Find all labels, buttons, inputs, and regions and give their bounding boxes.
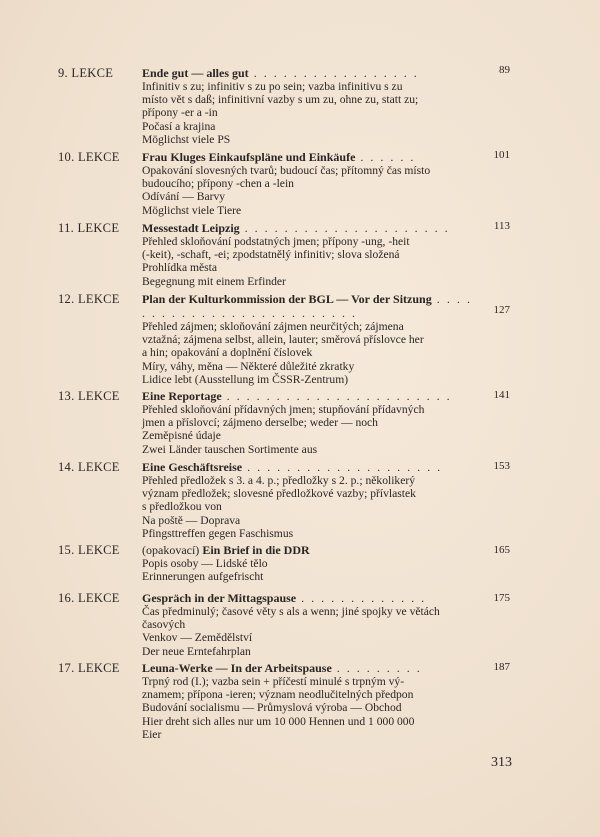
lesson-number: 10. LEKCE	[58, 150, 120, 164]
lesson-title	[142, 389, 472, 403]
lesson-title	[142, 150, 472, 164]
leader-dots: . . . . . .	[355, 150, 416, 164]
page-number: 127	[493, 304, 510, 316]
content-line: Prohlídka města	[142, 261, 218, 275]
lesson-title-text: Plan der Kulturkommission der BGL — Vor der Sitzung	[142, 292, 432, 306]
page-number: 113	[493, 220, 510, 232]
lesson-title-text: Ein Brief in die DDR	[202, 543, 310, 557]
content-line: Möglichst viele Tiere	[142, 203, 242, 217]
lesson-title-text: Eine Geschäftsreise	[142, 460, 243, 474]
leader-dots: . . . . . . . . . . . . . . . . .	[248, 66, 419, 80]
page-number: 141	[493, 389, 510, 401]
content-line: Zeměpisné údaje	[142, 429, 221, 443]
lesson-number: 16. LEKCE	[58, 591, 120, 605]
content-line: Eier	[142, 727, 162, 741]
lesson-title-text: Eine Reportage	[142, 389, 222, 403]
lesson-title	[142, 66, 472, 80]
content-line: Čas předminulý; časové věty s als a wenn; jiné spojky ve větách	[142, 605, 440, 618]
lesson-title-text: Gespräch in der Mittagspause	[142, 591, 297, 605]
lesson-title-text: Frau Kluges Einkaufspläne und Einkäufe	[142, 150, 356, 164]
content-line: časových	[142, 618, 186, 632]
content-line: místo vět s daß; infinitivní vazby s um zu, ohne zu, statt zu;	[142, 93, 419, 107]
leader-dots: . . . . . . . . . . . . . . . . . . . . .	[239, 221, 450, 235]
page-number: 89	[499, 64, 510, 76]
leader-dots: . . . . . . . . . . . . . . . . . . . . . . . . . .	[142, 292, 472, 320]
content-line: znamem; přípona -ieren; význam neodlučitelných předpon	[142, 688, 414, 702]
content-line: Přehled skloňování přídavných jmen; stupňování přídavných	[142, 403, 425, 416]
lesson-title	[142, 661, 472, 675]
lesson-title-text: Leuna-Werke — In der Arbeitspause	[142, 661, 332, 675]
lesson-number: 13. LEKCE	[58, 389, 120, 403]
content-line: Na poště — Doprava	[142, 513, 241, 527]
content-line: vztažná; zájmena selbst, allein, lauter; směrová příslovce her	[142, 333, 424, 347]
content-line: Hier dreht sich alles nur um 10 000 Hennen und 1 000 000	[142, 714, 415, 728]
content-line: Infinitiv s zu; infinitiv s zu po sein; vazba infinitivu s zu	[142, 80, 403, 93]
leader-dots: . . . . . . . . . . . . . . . . . . . . . . .	[221, 389, 452, 403]
content-line: význam předložek; slovesné předložkové vazby; přívlastek	[142, 487, 416, 501]
lesson-title-text: Messestadt Leipzig	[142, 221, 240, 235]
lesson-number: 17. LEKCE	[58, 661, 120, 675]
content-line: Opakování slovesných tvarů; budoucí čas; přítomný čas místo	[142, 164, 431, 177]
page-number: 187	[493, 661, 510, 673]
content-line: s předložkou von	[142, 500, 222, 514]
content-line: Möglichst viele PS	[142, 132, 231, 146]
lesson-title-text: Ende gut — alles gut	[142, 66, 249, 80]
content-line: přípony -er a -in	[142, 106, 218, 120]
content-line: Zwei Länder tauschen Sortimente aus	[142, 442, 318, 456]
content-line: Venkov — Zemědělství	[142, 631, 253, 645]
content-line: Budování socialismu — Průmyslová výroba — Obchod	[142, 701, 402, 715]
content-line: Begegnung mit einem Erfinder	[142, 274, 286, 288]
lesson-title	[142, 460, 472, 474]
lesson-title-prefix: (opakovací)	[142, 543, 203, 557]
page-number: 165	[493, 544, 510, 556]
page-number: 153	[493, 460, 510, 472]
content-line: Přehled zájmen; skloňování zájmen neurčitých; zájmena	[142, 320, 404, 333]
leader-dots: . . . . . . . . .	[331, 661, 422, 675]
content-line: Popis osoby — Lidské tělo	[142, 557, 268, 570]
content-line: Přehled předložek s 3. a 4. p.; předložky s 2. p.; několikerý	[142, 474, 416, 487]
content-line: Počasí a krajina	[142, 119, 216, 133]
content-line: Der neue Erntefahrplan	[142, 644, 251, 658]
content-line: Lidice lebt (Ausstellung im ČSSR-Zentrum)	[142, 372, 349, 386]
leader-dots: . . . . . . . . . . . . . . . . . . . .	[242, 460, 443, 474]
content-line: budoucího; přípony -chen a -lein	[142, 177, 294, 191]
content-line: Míry, váhy, měna — Některé důležité zkratky	[142, 359, 355, 373]
content-line: Odívání — Barvy	[142, 190, 226, 204]
lesson-title	[142, 221, 472, 235]
lesson-number: 12. LEKCE	[58, 292, 120, 306]
folio-page-number: 313	[491, 755, 512, 770]
content-line: Pfingsttreffen gegen Faschismus	[142, 526, 294, 540]
content-line: Přehled skloňování podstatných jmen; přípony -ung, -heit	[142, 235, 410, 248]
content-line: Trpný rod (I.); vazba sein + příčestí minulé s trpným vý-	[142, 675, 405, 688]
page-number: 101	[493, 149, 510, 161]
content-line: jmen a příslovcí; zájmeno derselbe; weder — noch	[142, 416, 378, 430]
content-line: a hin; opakování a doplnění číslovek	[142, 346, 313, 360]
lesson-title	[142, 292, 472, 320]
lesson-number: 14. LEKCE	[58, 460, 120, 474]
lesson-number: 15. LEKCE	[58, 543, 120, 557]
content-line: (-keit), -schaft, -ei; zpodstatnělý infinitiv; slova složená	[142, 248, 400, 262]
lesson-title	[142, 591, 472, 605]
leader-dots: . . . . . . . . . . . . .	[296, 591, 427, 605]
content-line: Erinnerungen aufgefrischt	[142, 570, 264, 584]
lesson-number: 11. LEKCE	[58, 221, 120, 235]
lesson-number: 9. LEKCE	[58, 66, 114, 80]
page-number: 175	[493, 592, 510, 604]
lesson-title	[142, 543, 472, 557]
